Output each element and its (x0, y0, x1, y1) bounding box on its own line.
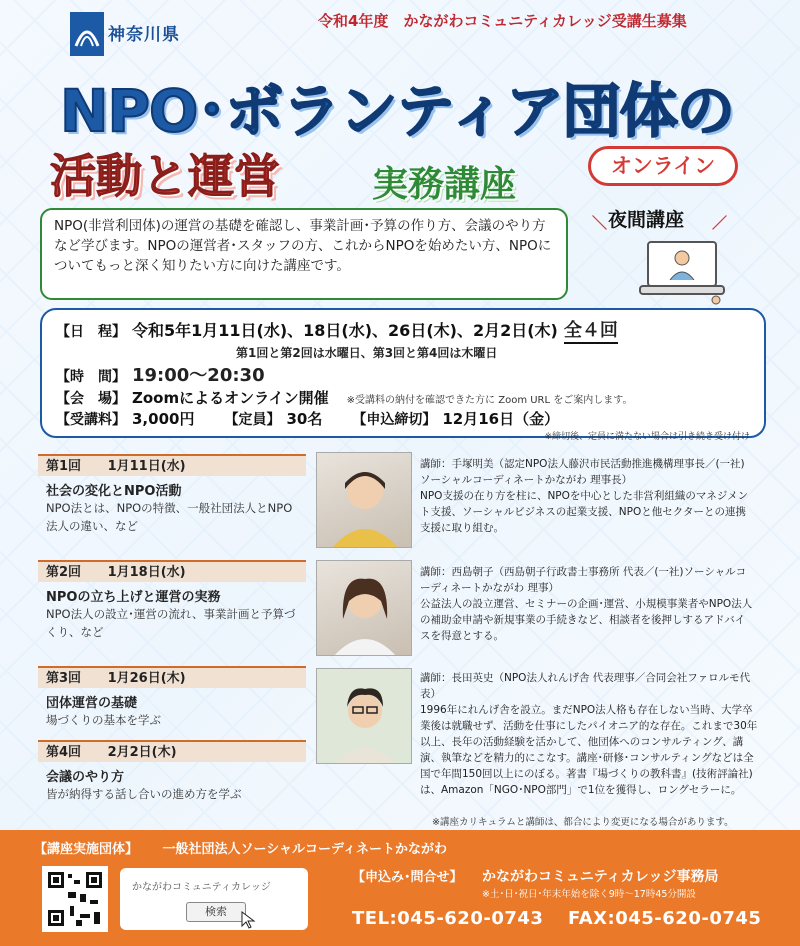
date-value: 令和5年1月11日(水)、18日(水)、26日(木)、2月2日(木) (132, 321, 558, 340)
session-3-title: 団体運営の基礎 (46, 696, 138, 711)
fee-label: 【受講料】 (56, 412, 126, 428)
session-1-title: 社会の変化とNPO活動 (46, 484, 182, 499)
lecturer-1-name: 講師：手塚明美（認定NPO法人藤沢市民活動推進機構理事長／(一社)ソーシャルコーディネートかながわ 理事長） (420, 458, 745, 486)
session-3 (38, 666, 306, 729)
session-1 (38, 454, 306, 535)
time-value: 19:00〜20:30 (132, 365, 265, 386)
session-3-number: 第3回 (46, 671, 82, 686)
session-1-desc: NPO法とは、NPOの特徴、一般社団法人とNPO法人の違い、など (46, 501, 293, 533)
venue-note: ※受講料の納付を確認できた方に Zoom URL をご案内します。 (346, 395, 633, 406)
office-hours: ※土･日･祝日･年末年始を除く9時～17時45分開設 (482, 889, 696, 900)
session-2 (38, 560, 306, 641)
session-4-number: 第4回 (46, 745, 82, 760)
lecturer-2 (420, 564, 754, 644)
lecturer-1-bio: NPO支援の在り方を柱に、NPOを中心とした非営利組織のマネジメント支援、ソーシャルビジネスの起業支援、NPOと他セクターとの連携支援に取り組む。 (420, 490, 749, 534)
organizer (34, 838, 447, 857)
subtitle-activity: 活動と運営 (50, 149, 280, 203)
kanagawa-logo-icon (70, 12, 104, 56)
lecturer-2-name: 講師：西島朝子（西島朝子行政書士事務所 代表／(一社)ソーシャルコーディネートかながわ 理事） (420, 566, 747, 594)
lecturer-1-photo (316, 452, 412, 548)
qr-code-icon[interactable] (42, 866, 108, 932)
session-4-desc: 皆が納得する話し合いの進め方を学ぶ (46, 787, 242, 801)
phone-number[interactable]: TEL:045-620-0743 (352, 908, 544, 929)
laptop-illustration-icon (638, 238, 726, 306)
session-3-header (38, 666, 306, 688)
recruit-heading: 令和4年度 かながわコミュニティカレッジ受講生募集 (318, 12, 687, 30)
date-label: 【日 程】 (56, 324, 126, 340)
cursor-icon (240, 910, 260, 930)
lecturer-3-bio: 1996年にれんげ舎を設立。まだNPO法人格も存在しない当時、大学卒業後は就職せず、活動を仕事にしたパイオニア的な存在。これまで30年以上、長年の活動経験を活かして、他団体へのコンサルティング、講演、執筆などを精力的にこなす。講座･研修･コンサルティングなどは全国で年間150回以上にのぼる。著書『場づくりの教科書』(技術評論社)は、Amazon「NGO･NPO部門」で1位を獲得し、ロングセラーに。 (420, 704, 758, 796)
prefecture-name: 神奈川県 (108, 25, 180, 45)
total-sessions: 全４回 (564, 316, 618, 344)
lecturer-3-name: 講師：長田英史（NPO法人れんげ舎 代表理事／合同会社ファロルモ代表） (420, 672, 751, 700)
organizer-name: 一般社団法人ソーシャルコーディネートかながわ (162, 842, 447, 857)
venue-value: Zoomによるオンライン開催 (132, 389, 329, 407)
venue-label: 【会 場】 (56, 391, 126, 407)
lecturer-3 (420, 670, 758, 798)
session-1-number: 第1回 (46, 459, 82, 474)
lecturer-1 (420, 456, 750, 536)
schedule-box (40, 308, 766, 442)
contact-org: かながわコミュニティカレッジ事務局 (482, 869, 719, 885)
lecturer-3-photo (316, 668, 412, 764)
sparkle-left-icon: ＼ (592, 214, 608, 232)
session-2-number: 第2回 (46, 565, 82, 580)
contact-label: 【申込み･問合せ】 (352, 870, 463, 885)
session-2-title: NPOの立ち上げと運営の実務 (46, 590, 221, 605)
search-button[interactable]: 検索 (186, 902, 246, 922)
capacity-label: 【定員】 (224, 412, 281, 428)
lecturer-2-photo (316, 560, 412, 656)
session-3-desc: 場づくりの基本を学ぶ (46, 713, 161, 727)
sparkle-right-icon: ／ (712, 214, 728, 232)
evening-badge: 夜間講座 (608, 209, 685, 231)
session-4-header (38, 740, 306, 762)
search-text: かながわコミュニティカレッジ (132, 882, 271, 893)
session-1-date: 1月11日(水) (107, 459, 186, 474)
deadline-value: 12月16日（金） (442, 410, 560, 428)
main-title: NPO･ボランティア団体の (60, 77, 734, 145)
time-label: 【時 間】 (56, 369, 126, 385)
subtitle-practical: 実務講座 (372, 164, 517, 205)
session-4-title: 会議のやり方 (46, 770, 125, 785)
online-badge: オンライン (588, 146, 738, 186)
session-4 (38, 740, 306, 803)
curriculum-note: ※講座カリキュラムと講師は、都合により変更になる場合があります。 (432, 817, 734, 828)
fee-value: 3,000円 (132, 410, 195, 428)
session-2-date: 1月18日(水) (107, 565, 186, 580)
session-1-header (38, 454, 306, 476)
session-3-date: 1月26日(木) (107, 671, 186, 686)
fax-number: FAX:045-620-0745 (568, 908, 762, 929)
session-4-date: 2月2日(木) (107, 745, 177, 760)
date-note: 第1回と第2回は水曜日、第3回と第4回は木曜日 (236, 346, 498, 360)
session-2-header (38, 560, 306, 582)
organizer-label: 【講座実施団体】 (34, 842, 139, 857)
deadline-label: 【申込締切】 (352, 412, 437, 428)
intro-text: NPO(非営利団体)の運営の基礎を確認し、事業計画･予算の作り方、会議のやり方など学びます。NPOの運営者･スタッフの方、これからNPOを始めたい方、NPOについてもっと深く知りたい方に向けた講座です。 (40, 208, 568, 300)
session-2-desc: NPO法人の設立･運営の流れ、事業計画と予算づくり、など (46, 607, 296, 639)
deadline-note: ※締切後、定員に満たない場合は引き続き受け付け (544, 432, 750, 442)
lecturer-2-bio: 公益法人の設立運営、セミナーの企画･運営、小規模事業者やNPO法人の補助金申請や新規事業の手続きなど、相談者を後押しするアドバイスを得意とする。 (420, 598, 753, 642)
capacity-value: 30名 (286, 410, 323, 428)
